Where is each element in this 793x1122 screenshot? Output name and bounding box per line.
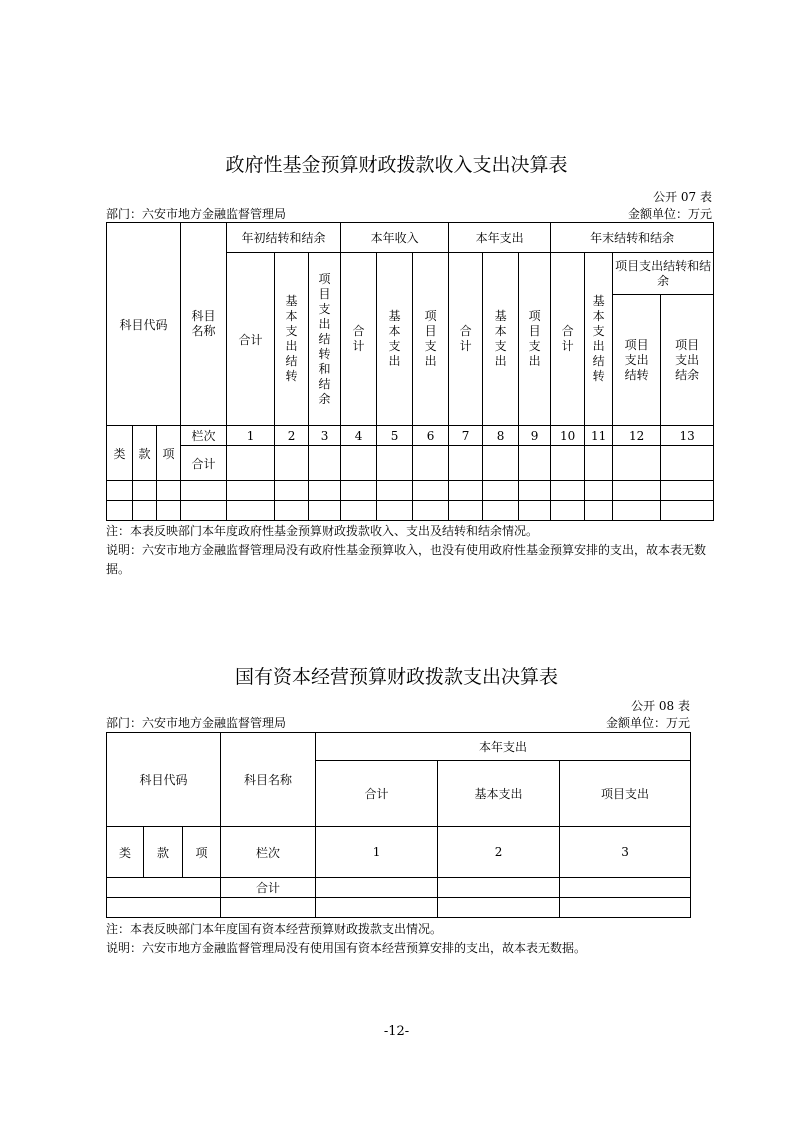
col-bnzc-basic: 基本支出 [483, 253, 519, 426]
col-basic: 基本支出 [438, 761, 560, 827]
table07-unit: 金额单位：万元 [627, 207, 712, 221]
col-number: 2 [438, 827, 560, 877]
col-number: 9 [519, 426, 551, 446]
label-heji: 合计 [181, 446, 227, 481]
col-bnzc-total: 合计 [449, 253, 483, 426]
col-project: 项目支出 [560, 761, 691, 827]
table07-title: 政府性基金预算财政拨款收入支出决算表 [225, 154, 568, 176]
table-row [107, 897, 691, 917]
col-number: 6 [413, 426, 449, 446]
col-number: 2 [275, 426, 309, 446]
table07-dept: 部门：六安市地方金融监督管理局 [106, 207, 287, 221]
table-row [107, 501, 714, 521]
col-number: 5 [377, 426, 413, 446]
header-ncjz: 年初结转和结余 [227, 223, 341, 253]
col-number: 10 [551, 426, 585, 446]
col-number: 1 [316, 827, 438, 877]
page-number: -12- [383, 1024, 410, 1039]
col-bnsr-project: 项目支出 [413, 253, 449, 426]
label-kuan: 款 [133, 426, 157, 481]
table07 [106, 222, 714, 521]
col-number: 13 [661, 426, 714, 446]
col-bnsr-basic: 基本支出 [377, 253, 413, 426]
col-ncjz-total: 合计 [227, 253, 275, 426]
label-lanci: 栏次 [221, 827, 316, 877]
table-row [107, 481, 714, 501]
col-number: 7 [449, 426, 483, 446]
label-lanci: 栏次 [181, 426, 227, 446]
table08-title: 国有资本经营预算财政拨款支出决算表 [234, 666, 558, 688]
table07-code: 公开 07 表 [653, 190, 712, 204]
label-lei: 类 [107, 426, 133, 481]
label-xiang: 项 [157, 426, 181, 481]
header-xmjz: 项目支出结转和结余 [613, 253, 714, 295]
col-ncjz-basic: 基本支出结转 [275, 253, 309, 426]
col-number: 3 [309, 426, 341, 446]
table08-explanation: 说明：六安市地方金融监督管理局没有使用国有资本经营预算安排的支出，故本表无数据。 [106, 941, 587, 955]
table08-note: 注：本表反映部门本年度国有资本经营预算财政拨款支出情况。 [106, 922, 443, 936]
col-number: 11 [585, 426, 613, 446]
table08 [106, 732, 691, 918]
header-subject-name: 科目名称 [181, 223, 227, 426]
col-nmjz-basic: 基本支出结转 [585, 253, 613, 426]
header-bnzc: 本年支出 [316, 733, 691, 761]
col-number: 4 [341, 426, 377, 446]
table08-dept: 部门：六安市地方金融监督管理局 [106, 716, 287, 730]
header-subject-code: 科目代码 [107, 223, 181, 426]
header-bnsr: 本年收入 [341, 223, 449, 253]
col-ncjz-project: 项目支出结转和结余 [309, 253, 341, 426]
table07-note: 注：本表反映部门本年度政府性基金预算财政拨款收入、支出及结转和结余情况。 [106, 524, 539, 538]
col-number: 8 [483, 426, 519, 446]
table08-code: 公开 08 表 [631, 699, 690, 713]
label-kuan: 款 [144, 827, 183, 877]
col-number: 3 [560, 827, 691, 877]
label-heji: 合计 [221, 877, 316, 897]
col-number: 12 [613, 426, 661, 446]
table07-explanation: 说明：六安市地方金融监督管理局没有政府性基金预算收入，也没有使用政府性基金预算安排的支出，故本表无数据。 [106, 543, 707, 576]
header-subject-code: 科目代码 [107, 733, 221, 827]
col-nmjz-project-surplus: 项目支出结余 [661, 295, 714, 426]
header-subject-name: 科目名称 [221, 733, 316, 827]
col-total: 合计 [316, 761, 438, 827]
label-xiang: 项 [183, 827, 221, 877]
col-nmjz-total: 合计 [551, 253, 585, 426]
col-number: 1 [227, 426, 275, 446]
header-nmjz: 年末结转和结余 [551, 223, 714, 253]
label-lei: 类 [107, 827, 144, 877]
col-nmjz-project-carry: 项目支出结转 [613, 295, 661, 426]
table08-unit: 金额单位：万元 [605, 716, 690, 730]
col-bnzc-project: 项目支出 [519, 253, 551, 426]
col-bnsr-total: 合计 [341, 253, 377, 426]
header-bnzc: 本年支出 [449, 223, 551, 253]
